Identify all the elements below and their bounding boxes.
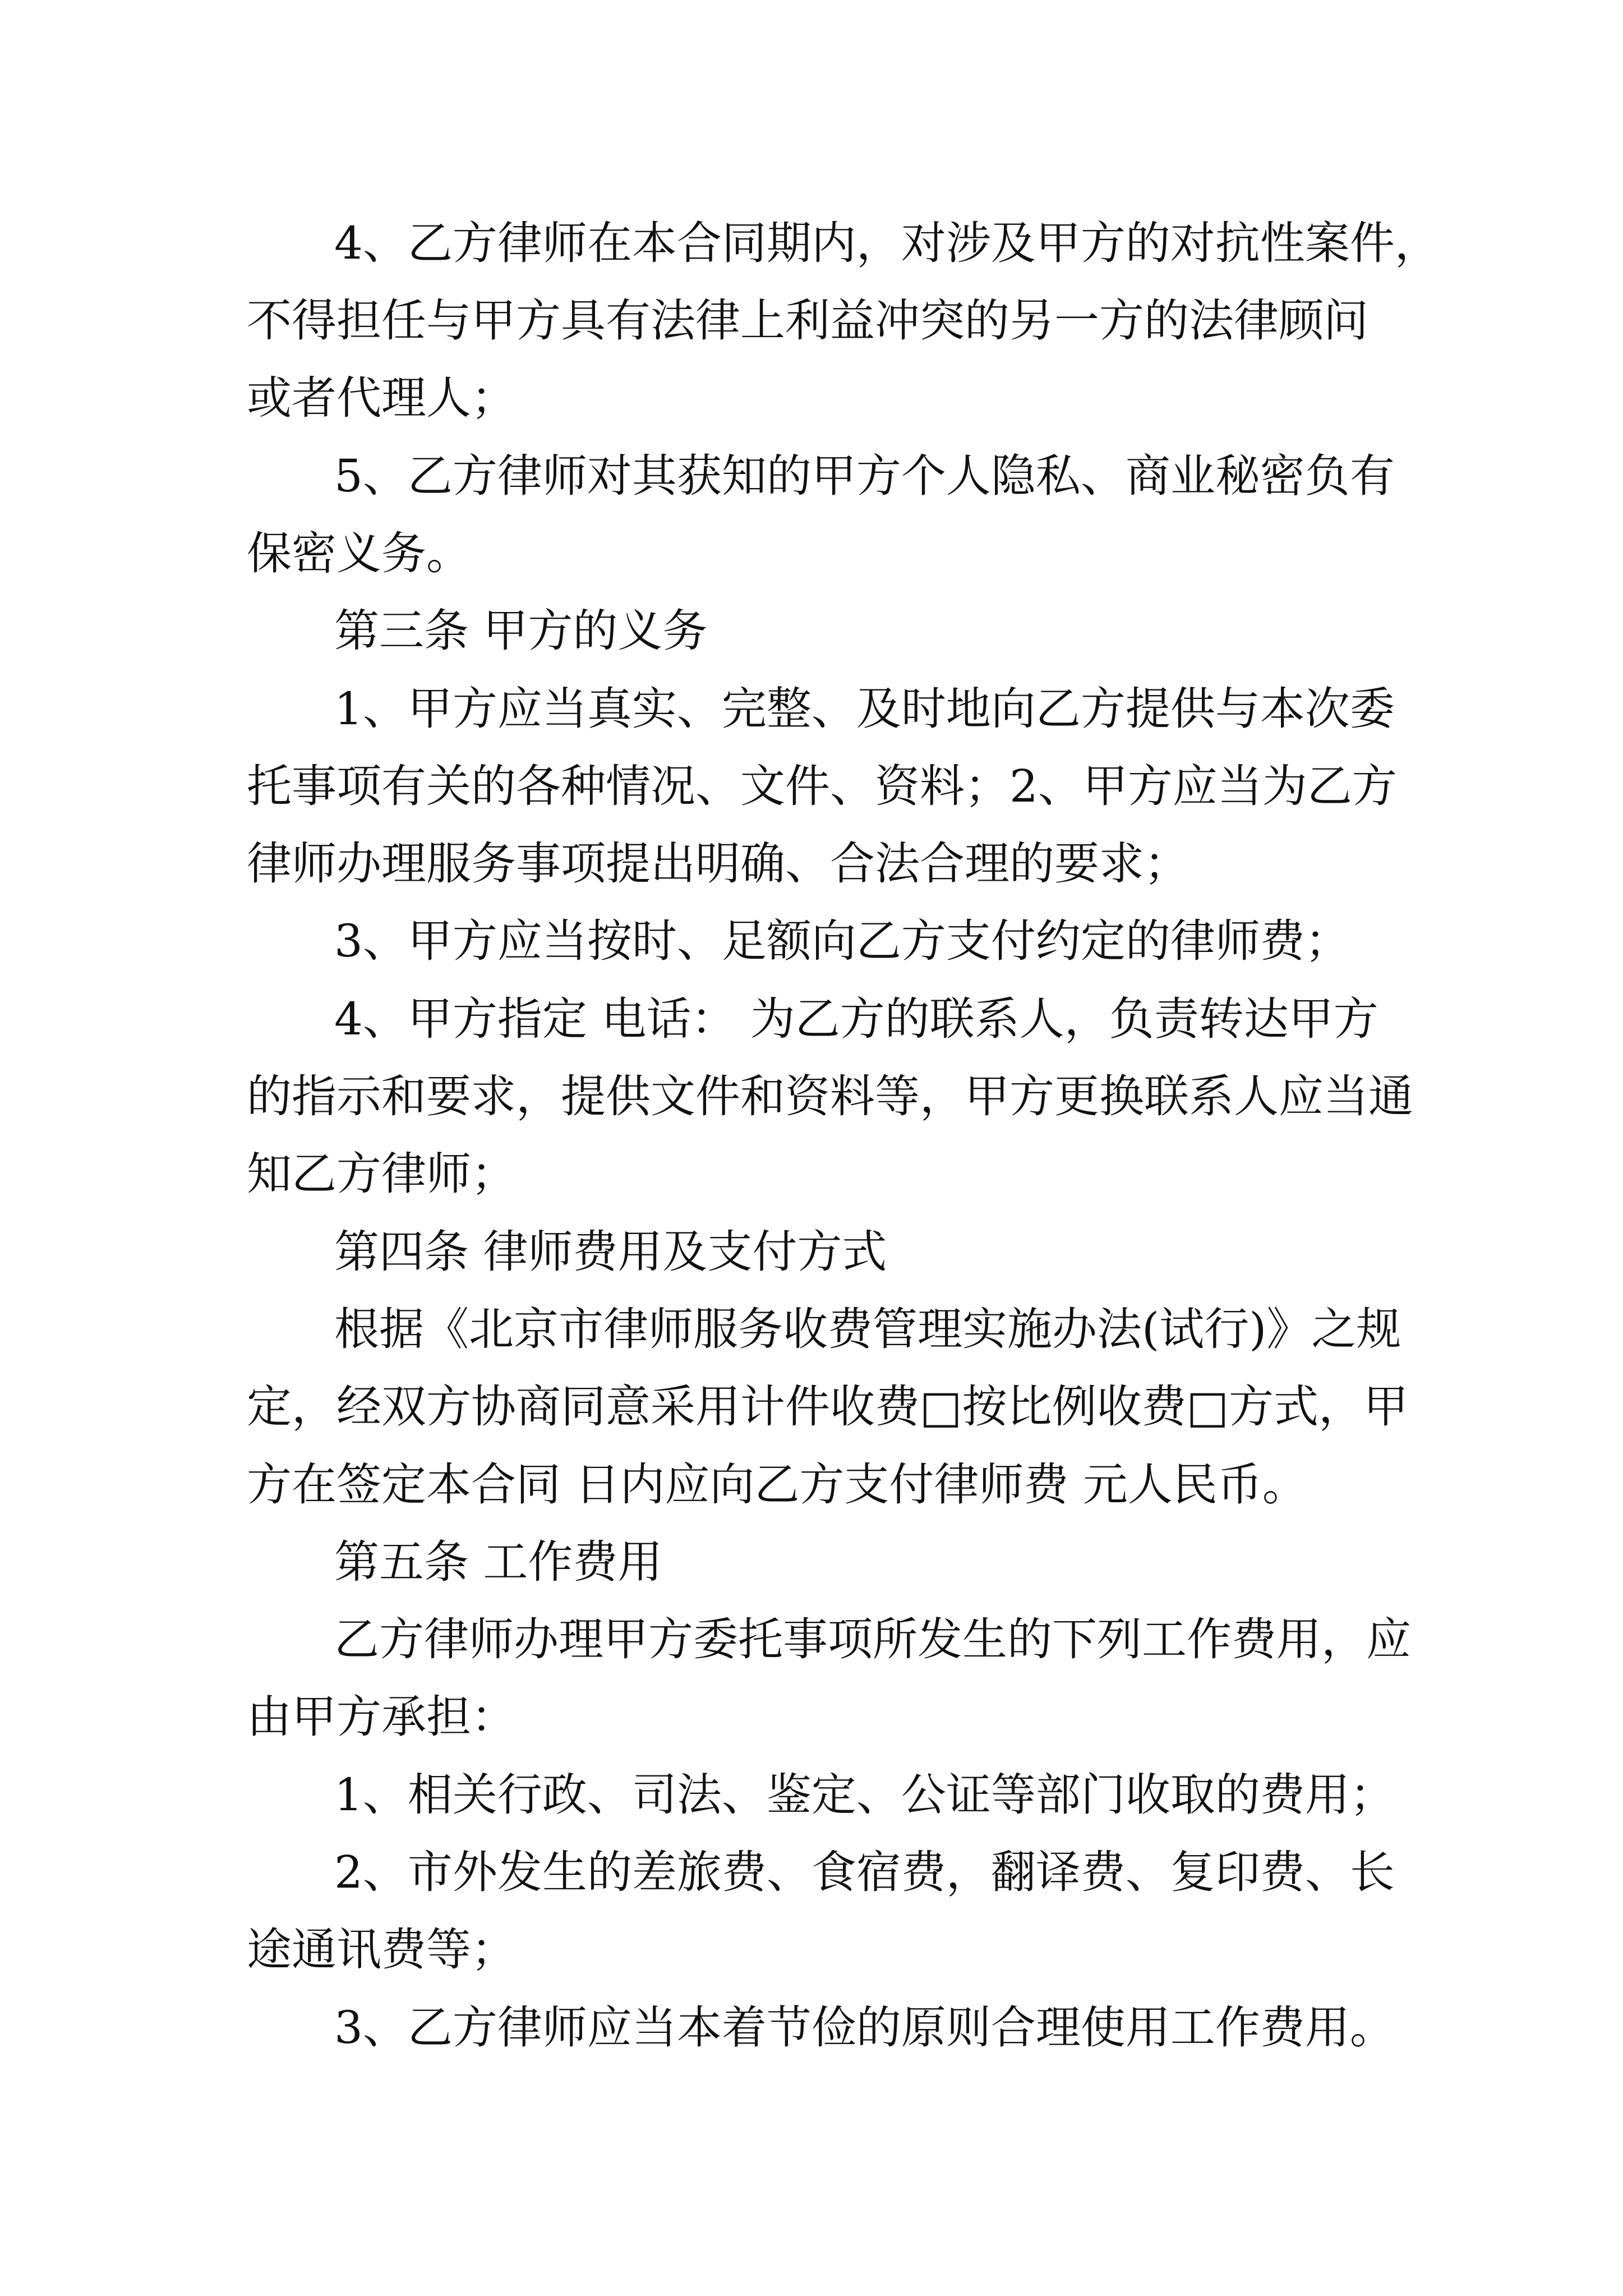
paragraph-line: 的指示和要求，提供文件和资料等，甲方更换联系人应当通 [247, 1070, 1413, 1122]
paragraph-line: 1、相关行政、司法、鉴定、公证等部门收取的费用； [334, 1769, 1395, 1821]
paragraph-line: 方在签定本合同 日内应向乙方支付律师费 元人民币。 [247, 1458, 1307, 1511]
section-heading: 第四条 律师费用及支付方式 [334, 1226, 887, 1278]
section-heading: 第三条 甲方的义务 [334, 605, 708, 657]
paragraph-line: 托事项有关的各种情况、文件、资料；2、甲方应当为乙方 [247, 760, 1397, 812]
paragraph-line: 或者代理人； [247, 372, 516, 424]
paragraph-line: 途通讯费等； [247, 1924, 516, 1976]
paragraph-line: 3、乙方律师应当本着节俭的原则合理使用工作费用。 [334, 2001, 1395, 2054]
paragraph-line: 律师办理服务事项提出明确、合法合理的要求； [247, 838, 1189, 890]
paragraph-line: 1、甲方应当真实、完整、及时地向乙方提供与本次委 [334, 683, 1395, 735]
paragraph-line: 定，经双方协商同意采用计件收费□按比例收费□方式，甲 [247, 1381, 1409, 1433]
section-heading: 第五条 工作费用 [334, 1536, 663, 1588]
paragraph-line: 3、甲方应当按时、足额向乙方支付约定的律师费； [334, 915, 1350, 967]
paragraph-line: 乙方律师办理甲方委托事项所发生的下列工作费用，应 [334, 1613, 1411, 1665]
paragraph-line: 2、市外发生的差旅费、食宿费，翻译费、复印费、长 [334, 1846, 1395, 1898]
paragraph-line: 保密义务。 [247, 527, 471, 579]
paragraph-line: 5、乙方律师对其获知的甲方个人隐私、商业秘密负有 [334, 450, 1395, 502]
paragraph-line: 不得担任与甲方具有法律上利益冲突的另一方的法律顾问 [247, 295, 1368, 347]
paragraph-line: 4、甲方指定 电话： 为乙方的联系人，负责转达甲方 [334, 993, 1378, 1045]
paragraph-line: 知乙方律师； [247, 1148, 516, 1200]
paragraph-line: 由甲方承担： [247, 1691, 516, 1743]
paragraph-line: 根据《北京市律师服务收费管理实施办法(试行)》之规 [334, 1303, 1401, 1355]
paragraph-line: 4、乙方律师在本合同期内，对涉及甲方的对抗性案件， [334, 217, 1440, 269]
